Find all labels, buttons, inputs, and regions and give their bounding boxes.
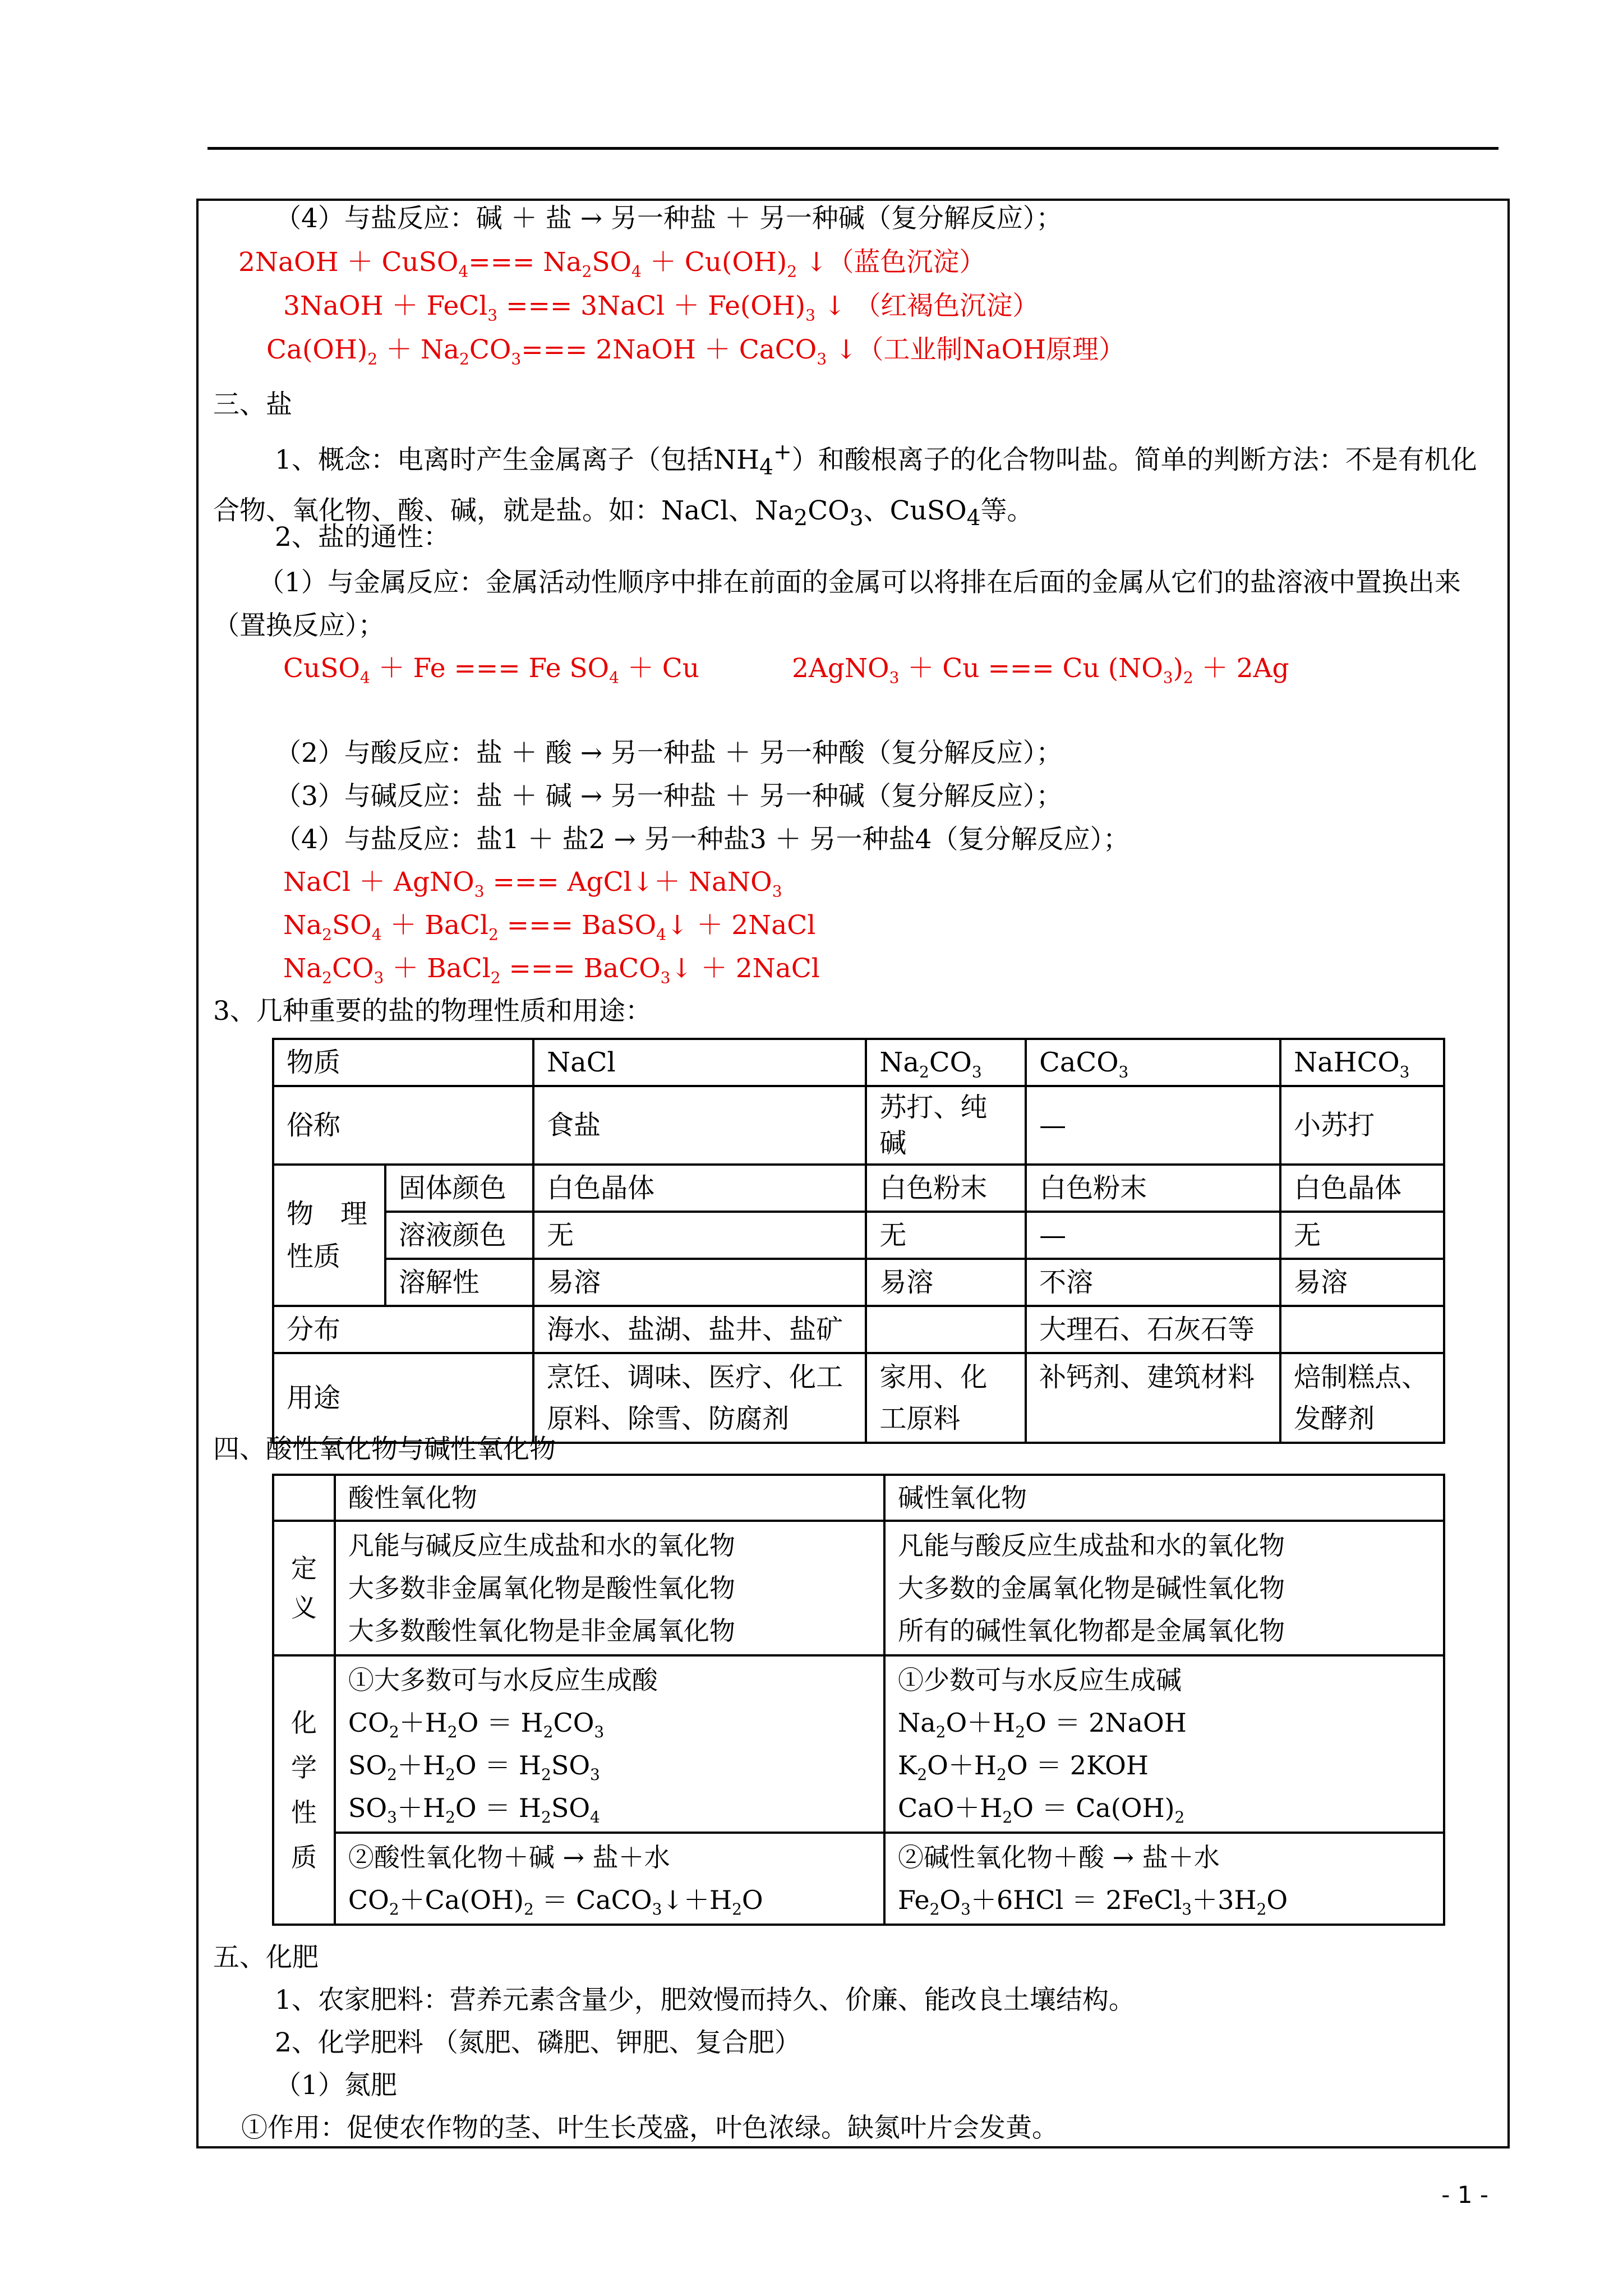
table-cell: 白色粉末 (1026, 1165, 1280, 1212)
header-nacl: NaCl (533, 1039, 866, 1086)
fertilizer-chemical: 2、化学肥料 （氮肥、磷肥、钾肥、复合肥） (275, 2027, 801, 2058)
table-row (273, 1475, 1444, 1521)
table-cell (884, 1833, 1444, 1925)
equation: $Na_2O+H_2O$ ＝ 2NaOH (897, 1708, 1187, 1742)
table-cell: 白色晶体 (1280, 1165, 1444, 1212)
definition-line: 凡能与酸反应生成盐和水的氧化物 (897, 1530, 1285, 1561)
section-oxides-heading: 四、酸性氧化物与碱性氧化物 (213, 1434, 556, 1465)
property-title: ①大多数可与水反应生成酸 (348, 1665, 658, 1695)
table-row (273, 1039, 1444, 1086)
row-label: 俗称 (273, 1086, 533, 1165)
table-row (273, 1353, 1444, 1443)
header-acidic-oxide: 酸性氧化物 (335, 1475, 884, 1521)
table-cell: — (1026, 1212, 1280, 1259)
table-row (273, 1165, 1444, 1212)
row-label: 溶液颜色 (385, 1212, 533, 1259)
table-cell (335, 1655, 884, 1833)
table-cell (335, 1833, 884, 1925)
salt-acid-reaction: （2）与酸反应：盐 ＋ 酸 → 另一种盐 ＋ 另一种酸（复分解反应）； (275, 738, 1063, 769)
equation-caoh2-na2co3: $Ca(OH)_2 + Na_2CO_3===$ 2NaOH ＋ CaCO$_3$ ↓（工业制NaOH原理） (266, 334, 1126, 369)
table-cell: 无 (533, 1212, 866, 1259)
definition-line: 大多数的金属氧化物是碱性氧化物 (897, 1573, 1285, 1603)
table-cell (1280, 1306, 1444, 1353)
table-cell: 不溶 (1026, 1259, 1280, 1306)
equation-na2so4-bacl2: $Na_2SO_4$ ＋ BaCl$_2$ === BaSO$_4$↓ ＋ 2NaCl (283, 910, 816, 944)
equation-naoh-fecl3: 3NaOH ＋ FeCl$_3$ === 3NaCl ＋ $Fe(OH)_3$ ↓ （红褐色沉淀） (283, 291, 1039, 325)
property-title: ②酸性氧化物＋碱 → 盐＋水 (348, 1842, 670, 1872)
salts-table (272, 1038, 1445, 1444)
table-row (273, 1086, 1444, 1165)
important-salts-heading: 3、几种重要的盐的物理性质和用途： (213, 996, 652, 1027)
fertilizer-nitrogen-effect: ①作用：促使农作物的茎、叶生长茂盛，叶色浓绿。缺氮叶片会发黄。 (241, 2113, 1058, 2143)
base-salt-reaction: （4）与盐反应：碱 ＋ 盐 → 另一种盐 ＋ 另一种碱（复分解反应）； (275, 203, 1063, 234)
row-label: 溶解性 (385, 1259, 533, 1306)
table-cell (335, 1521, 884, 1655)
table-cell: 海水、盐湖、盐井、盐矿 (533, 1306, 866, 1353)
fertilizer-nitrogen: （1）氮肥 (275, 2070, 397, 2101)
definition-line: 所有的碱性氧化物都是金属氧化物 (897, 1616, 1285, 1646)
table-cell: 苏打、纯碱 (866, 1086, 1026, 1165)
equation-naoh-cuso4: 2NaOH ＋ CuSO$_4$=== $Na_2SO_4 + Cu(OH)_2$ ↓（蓝色沉淀） (238, 247, 986, 281)
table-cell: 易溶 (533, 1259, 866, 1306)
table-cell: 白色粉末 (866, 1165, 1026, 1212)
header-nahco3: NaHCO$_3$ (1280, 1039, 1444, 1086)
definition-line: 大多数酸性氧化物是非金属氧化物 (348, 1616, 735, 1646)
equation: $CO_2+H_2O = H_2CO_3$ (348, 1708, 605, 1742)
table-cell: 小苏打 (1280, 1086, 1444, 1165)
header-caco3: CaCO$_3$ (1026, 1039, 1280, 1086)
equation: $K_2O+H_2O = 2KOH$ (897, 1750, 1149, 1784)
row-label-chemical-properties: 化学性质 (273, 1655, 335, 1925)
property-title: ②碱性氧化物＋酸 → 盐＋水 (897, 1842, 1220, 1872)
header-na2co3: $Na_2CO_3$ (866, 1039, 1026, 1086)
table-cell: 家用、化工原料 (866, 1353, 1026, 1443)
page-number: - 1 - (1441, 2181, 1488, 2208)
salt-properties-heading: 2、盐的通性： (275, 522, 450, 553)
equation: $CO_2+Ca(OH)_2$ ＝ $CaCO_3↓+H_2O$ (348, 1885, 763, 1919)
table-row (273, 1833, 1444, 1925)
equation-nacl-agno3: NaCl ＋ AgNO$_3$ === AgCl↓＋ NaNO$_3$ (283, 867, 782, 901)
equation: $SO_3+H_2O = H_2SO_4$ (348, 1793, 600, 1827)
table-row (273, 1306, 1444, 1353)
table-cell: 易溶 (1280, 1259, 1444, 1306)
row-label: 分布 (273, 1306, 533, 1353)
table-row (273, 1655, 1444, 1833)
table-row (273, 1259, 1444, 1306)
header-basic-oxide: 碱性氧化物 (884, 1475, 1444, 1521)
definition-line: 大多数非金属氧化物是酸性氧化物 (348, 1573, 735, 1603)
salt-metal-reaction: （1）与金属反应：金属活动性顺序中排在前面的金属可以将排在后面的金属从它们的盐溶液中置换出来（置换反应）； (213, 567, 1461, 641)
table-cell: 焙制糕点、发酵剂 (1280, 1353, 1444, 1443)
table-cell: 食盐 (533, 1086, 866, 1165)
section-salt-heading: 三、盐 (213, 389, 292, 420)
table-cell (866, 1306, 1026, 1353)
section-fertilizer-heading: 五、化肥 (213, 1942, 319, 1973)
table-cell (884, 1521, 1444, 1655)
table-cell: 补钙剂、建筑材料 (1026, 1353, 1280, 1443)
row-label: 用途 (273, 1353, 533, 1443)
table-cell: 白色晶体 (533, 1165, 866, 1212)
table-cell: 易溶 (866, 1259, 1026, 1306)
equation: $SO_2+H_2O = H_2SO_3$ (348, 1750, 600, 1784)
header-substance: 物质 (273, 1039, 533, 1086)
table-cell (884, 1655, 1444, 1833)
table-cell: — (1026, 1086, 1280, 1165)
equation-cuso4-fe: CuSO$_4$ ＋ Fe === Fe $SO_4 + Cu$ (283, 653, 700, 687)
row-label-definition: 定义 (273, 1521, 335, 1655)
equation: $CaO+H_2O = Ca(OH)_2$ (897, 1793, 1185, 1827)
equation-agno3-cu: 2AgNO$_3$ ＋ Cu === Cu $(NO_3)_2 + 2Ag$ (792, 653, 1289, 687)
table-cell: 无 (866, 1212, 1026, 1259)
salt-concept: 1、概念：电离时产生金属离子（包括$NH_4^+$）和酸根离子的化合物叫盐。简单的判断方法：不是有机化合物、氧化物、酸、碱，就是盐。如：NaCl、$Na_2CO_3$、CuSO$_4$等。 (213, 440, 1477, 531)
row-label: 固体颜色 (385, 1165, 533, 1212)
salt-salt-reaction: （4）与盐反应：盐1 ＋ 盐2 → 另一种盐3 ＋ 另一种盐4（复分解反应）； (275, 824, 1130, 855)
table-cell: 烹饪、调味、医疗、化工原料、除雪、防腐剂 (533, 1353, 866, 1443)
definition-line: 凡能与碱反应生成盐和水的氧化物 (348, 1530, 735, 1561)
table-cell: 无 (1280, 1212, 1444, 1259)
table-cell: 大理石、石灰石等 (1026, 1306, 1280, 1353)
oxides-table (272, 1474, 1445, 1926)
salt-base-reaction: （3）与碱反应：盐 ＋ 碱 → 另一种盐 ＋ 另一种碱（复分解反应）； (275, 781, 1063, 812)
header-rule (208, 147, 1498, 150)
property-title: ①少数可与水反应生成碱 (897, 1665, 1182, 1695)
table-row (273, 1212, 1444, 1259)
equation: $Fe_2O_3+6HCl$ ＝ $2FeCl_3+3H_2O$ (897, 1885, 1288, 1919)
row-group-label: 物 理性质 (273, 1165, 385, 1306)
equation-na2co3-bacl2: $Na_2CO_3$ ＋ BaCl$_2$ === BaCO$_3$↓ ＋ 2NaCl (283, 953, 820, 987)
fertilizer-farm: 1、农家肥料：营养元素含量少，肥效慢而持久、价廉、能改良土壤结构。 (275, 1985, 1135, 2016)
table-row (273, 1521, 1444, 1655)
table-cell (273, 1475, 335, 1521)
